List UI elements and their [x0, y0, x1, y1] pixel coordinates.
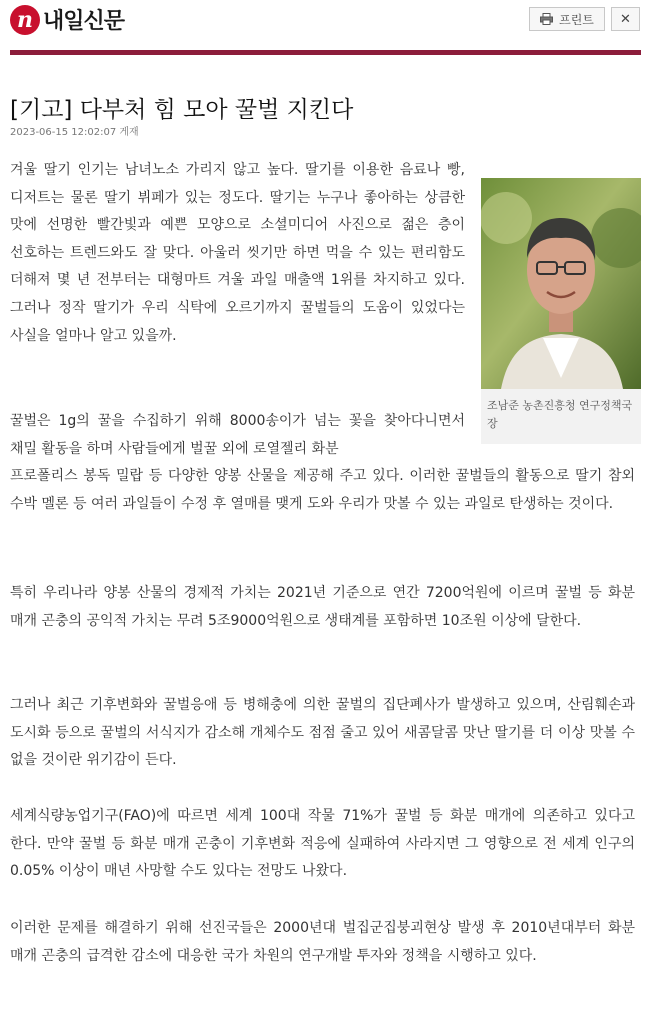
site-header: [0, 0, 653, 60]
close-button[interactable]: [611, 7, 640, 31]
article-paragraph-2-part-a: 꿀벌은 1g의 꿀을 수집하기 위해 8000송이가 넘는 꽃을 찾아다니면서 채밀 활동을 하며 사람들에게 벌꿀 외에 로열젤리 화분: [10, 413, 465, 457]
header-divider: [10, 50, 641, 55]
article-paragraph-2: [10, 408, 635, 518]
print-button[interactable]: [529, 7, 605, 31]
logo-mark-icon: n: [10, 5, 40, 35]
article-title: [기고] 다부처 힘 모아 꿀벌 지킨다: [10, 97, 354, 123]
author-photo: [481, 178, 641, 389]
article-paragraph-2-part-b: 프로폴리스 봉독 밀랍 등 다양한 양봉 산물을 제공해 주고 있다. 이러한 꿀벌들의 활동으로 딸기 참외 수박 멜론 등 여러 과일들이 수정 후 열매를 맺게 도와 우리가 맛볼 수 있는 과일로 탄생하는 것이다.: [10, 468, 635, 512]
close-icon: ✕: [620, 11, 631, 27]
article-paragraph-3: 특히 우리나라 양봉 산물의 경제적 가치는 2021년 기준으로 연간 7200억원에 이르며 꿀벌 등 화분 매개 곤충의 공익적 가치는 무려 5조9000억원으로 생태계를 포함하면 10조원 이상에 달한다.: [10, 585, 635, 629]
print-button-label: 프린트: [559, 12, 594, 27]
article-paragraph-1: 겨울 딸기 인기는 남녀노소 가리지 않고 높다. 딸기를 이용한 음료나 빵, 디저트는 물론 딸기 뷔페가 있는 정도다. 딸기는 누구나 좋아하는 상큼한 맛에 선명한 빨간빛과 예쁜 모양으로 소셜미디어 사진으로 젊은 층이 선호하는 트렌드와도 잘 맞다. 아울러 씻기만 하면 먹을 수 있는 편리함도 더해져 몇 년 전부터는 대형마트 겨울 과일 매출액 1위를 차지하고 있다. 그러나 정작 딸기가 우리 식탁에 오르기까지 꿀벌들의 도움이 있었다는 사실을 얼마나 알고 있을까.: [10, 162, 465, 344]
article-paragraph-4: 그러나 최근 기후변화와 꿀벌응애 등 병해충에 의한 꿀벌의 집단폐사가 발생하고 있으며, 산림훼손과 도시화 등으로 꿀벌의 서식지가 감소해 개체수도 점점 줄고 있어 새콤달콤 맛난 딸기를 더 이상 맛볼 수 없을 것이란 위기감이 든다.: [10, 697, 635, 769]
author-photo-box: [481, 178, 641, 444]
article-paragraph-5: 세계식량농업기구(FAO)에 따르면 세계 100대 작물 71%가 꿀벌 등 화분 매개에 의존하고 있다고 한다. 만약 꿀벌 등 화분 매개 곤충이 기후변화 적응에 실패하여 사라지면 그 영향으로 전 세계 인구의 0.05% 이상이 매년 사망할 수도 있다는 전망도 나왔다.: [10, 808, 635, 880]
article-paragraph-6: 이러한 문제를 해결하기 위해 선진국들은 2000년대 벌집군집붕괴현상 발생 후 2010년대부터 화분 매개 곤충의 급격한 감소에 대응한 국가 차원의 연구개발 투자와 정책을 시행하고 있다.: [10, 920, 635, 964]
article-date: 2023-06-15 12:02:07 게재: [10, 127, 139, 138]
printer-icon: [540, 13, 553, 25]
logo-text: 내일신문: [43, 9, 125, 34]
site-logo[interactable]: [10, 4, 124, 35]
author-photo-caption: 조남준 농촌진흥청 연구정책국장: [481, 389, 641, 444]
